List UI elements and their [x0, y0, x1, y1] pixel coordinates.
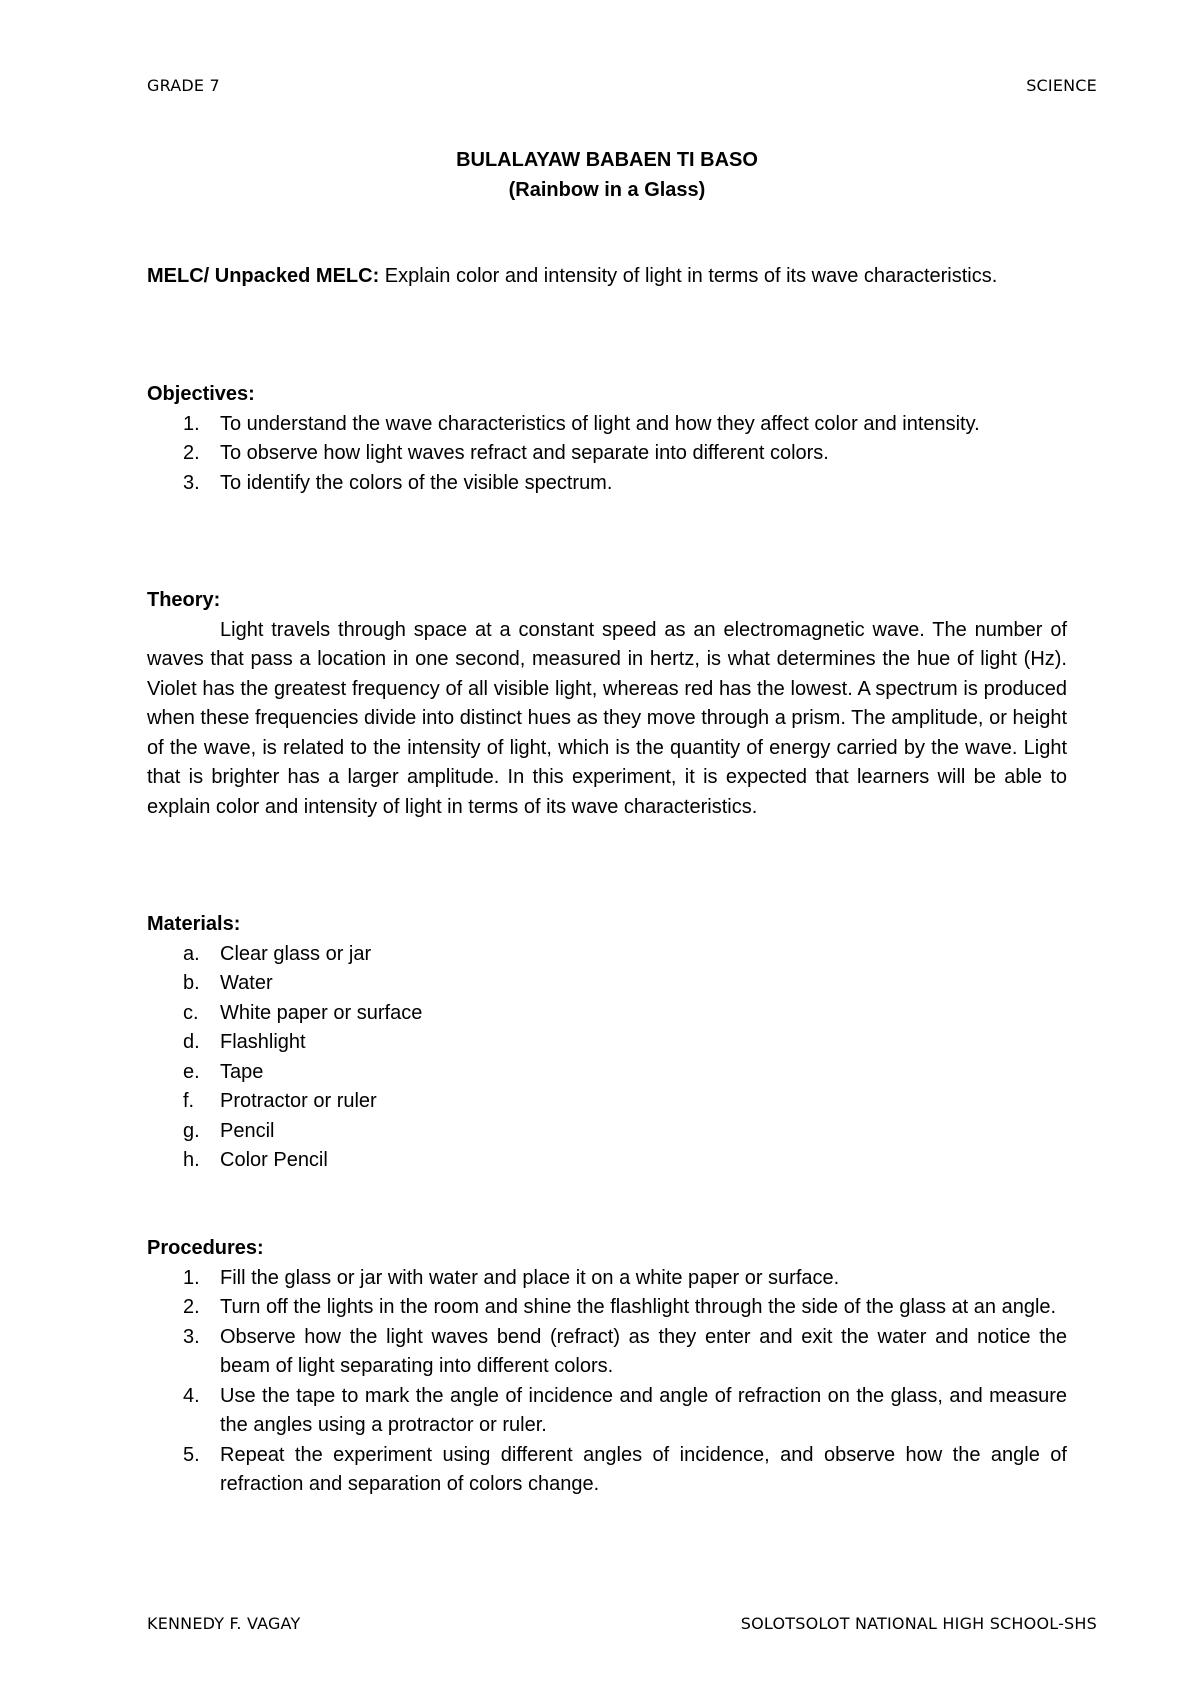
- list-item-text: To observe how light waves refract and separate into different colors.: [220, 442, 829, 464]
- list-marker: 1.: [183, 412, 200, 435]
- objectives-heading: Objectives:: [147, 383, 255, 405]
- list-item-text: White paper or surface: [220, 1001, 423, 1024]
- title-main: BULALAYAW BABAEN TI BASO: [456, 149, 758, 171]
- list-item-text: Repeat the experiment using different angles of incidence, and observe how the angle of refraction and separation of colors change.: [220, 1443, 1067, 1495]
- list-item: [147, 999, 1067, 1029]
- list-item: [147, 1441, 1067, 1500]
- list-item: [147, 1028, 1067, 1058]
- melc-section: [147, 262, 1067, 292]
- list-item: [147, 469, 1067, 499]
- list-item: [147, 410, 1067, 440]
- list-item: [147, 1264, 1067, 1294]
- theory-section: [147, 586, 1067, 822]
- list-item-text: Clear glass or jar: [220, 942, 372, 965]
- list-marker: 4.: [183, 1384, 200, 1407]
- list-item: [147, 1382, 1067, 1441]
- theory-heading: Theory:: [147, 589, 221, 611]
- list-item-text: Observe how the light waves bend (refract) as they enter and exit the water and notice the beam of light separating into different colors.: [220, 1325, 1067, 1377]
- list-marker: g.: [183, 1119, 200, 1142]
- list-item: [147, 439, 1067, 469]
- list-marker: 5.: [183, 1443, 200, 1466]
- melc-text: Explain color and intensity of light in terms of its wave characteristics.: [379, 265, 998, 287]
- materials-heading: Materials:: [147, 913, 241, 935]
- list-item-text: Use the tape to mark the angle of incidence and angle of refraction on the glass, and measure the angles using a protractor or ruler.: [220, 1384, 1067, 1436]
- list-item-text: Water: [220, 972, 273, 994]
- list-marker: 2.: [183, 442, 200, 464]
- list-item: [147, 969, 1067, 999]
- list-marker: h.: [183, 1149, 200, 1171]
- theory-paragraph: Light travels through space at a constant speed as an electromagnetic wave. The number of waves that pass a location in one second, measured in hertz, is what determines the hue of light (Hz). Violet has the greatest frequency of all visible light, whereas red has the lowest. A spectrum is produced when these frequencies divide into distinct hues as they move through a prism. The amplitude, or height of the wave, is related to the intensity of light, which is the quantity of energy carried by the wave. Light that is brighter has a larger amplitude. In this experiment, it is expected that learners will be able to explain color and intensity of light in terms of its wave characteristics.: [147, 618, 1067, 818]
- footer-author: KENNEDY F. VAGAY: [147, 1614, 301, 1633]
- list-marker: a.: [183, 942, 200, 965]
- list-item: [147, 1293, 1067, 1323]
- header-subject: SCIENCE: [1026, 76, 1097, 95]
- page-header: [147, 76, 1097, 95]
- list-marker: d.: [183, 1031, 200, 1053]
- list-item-text: Pencil: [220, 1119, 275, 1142]
- footer-school: SOLOTSOLOT NATIONAL HIGH SCHOOL-SHS: [740, 1614, 1097, 1633]
- title-subtitle: (Rainbow in a Glass): [508, 179, 706, 201]
- list-item-text: Turn off the lights in the room and shine the flashlight through the side of the glass at an angle.: [220, 1296, 1057, 1318]
- list-item: [147, 940, 1067, 970]
- procedures-list: [147, 1264, 1067, 1500]
- list-item-text: Tape: [220, 1060, 264, 1083]
- list-marker: 1.: [183, 1266, 200, 1289]
- list-item-text: Protractor or ruler: [220, 1090, 377, 1112]
- list-item: [147, 1087, 1067, 1117]
- list-item: [147, 1323, 1067, 1382]
- materials-section: [147, 910, 1067, 1176]
- list-item-text: Flashlight: [220, 1031, 306, 1053]
- list-marker: f.: [183, 1090, 195, 1112]
- list-item: [147, 1146, 1067, 1176]
- list-marker: e.: [183, 1060, 200, 1083]
- page-footer: [147, 1614, 1097, 1633]
- objectives-list: [147, 410, 1067, 499]
- list-item-text: Color Pencil: [220, 1149, 328, 1171]
- list-marker: 3.: [183, 471, 200, 494]
- melc-label: MELC/ Unpacked MELC:: [147, 265, 380, 287]
- list-marker: 3.: [183, 1325, 200, 1348]
- list-item: [147, 1117, 1067, 1147]
- objectives-section: [147, 380, 1067, 498]
- materials-list: [147, 940, 1067, 1176]
- list-item-text: To understand the wave characteristics of light and how they affect color and intensity.: [220, 412, 980, 435]
- list-marker: b.: [183, 972, 200, 994]
- list-item-text: Fill the glass or jar with water and place it on a white paper or surface.: [220, 1266, 840, 1289]
- procedures-heading: Procedures:: [147, 1237, 264, 1259]
- header-grade: GRADE 7: [147, 76, 220, 95]
- list-item: [147, 1058, 1067, 1088]
- list-marker: c.: [183, 1001, 199, 1024]
- list-item-text: To identify the colors of the visible spectrum.: [220, 471, 613, 494]
- list-marker: 2.: [183, 1296, 200, 1318]
- procedures-section: [147, 1234, 1067, 1500]
- document-title: [147, 145, 1067, 205]
